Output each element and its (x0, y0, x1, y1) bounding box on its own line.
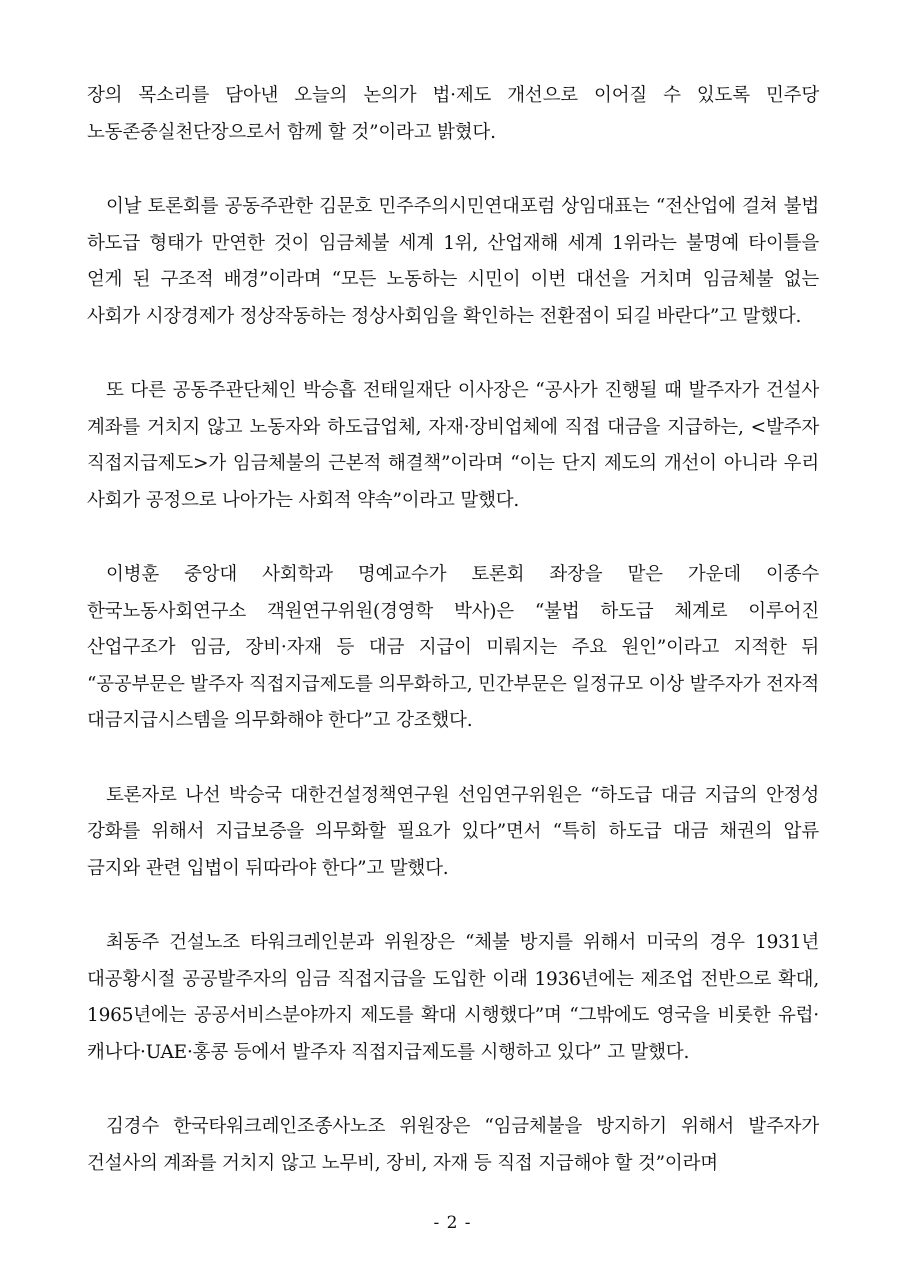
paragraph-2: 이날 토론회를 공동주관한 김문호 민주주의시민연대포럼 상임대표는 “전산업에 걸쳐 불법 하도급 형태가 만연한 것이 임금체불 세계 1위, 산업재해 세계 1위라는 불명예 타이틀을 얻게 된 구조적 배경”이라며 “모든 노동하는 시민이 이번 대선을 거치며 임금체불 없는 사회가 시장경제가 정상작동하는 정상사회임을 확인하는 전환점이 되길 바란다”고 말했다. (87, 196, 819, 327)
page-number: - 2 - (433, 1213, 472, 1233)
paragraph-7: 김경수 한국타워크레인조종사노조 위원장은 “임금체불을 방지하기 위해서 발주자가 건설사의 계좌를 거치지 않고 노무비, 장비, 자재 등 직접 지급해야 할 것”이라며 (87, 1116, 819, 1174)
paragraph-4: 이병훈 중앙대 사회학과 명예교수가 토론회 좌장을 맡은 가운데 이종수 한국노동사회연구소 객원연구위원(경영학 박사)은 “불법 하도급 체계로 이루어진 산업구조가 임금, 장비·자재 등 대금 지급이 미뤄지는 주요 원인”이라고 지적한 뒤 “공공부문은 발주자 직접지급제도를 의무화하고, 민간부문은 일정규모 이상 발주자가 전자적 대금지급시스템을 의무화해야 한다”고 강조했다. (87, 564, 819, 731)
paragraph-3: 또 다른 공동주관단체인 박승흡 전태일재단 이사장은 “공사가 진행될 때 발주자가 건설사 계좌를 거치지 않고 노동자와 하도급업체, 자재·장비업체에 직접 대금을 지급하는, <발주자 직접지급제도>가 임금체불의 근본적 해결책”이라며 “이는 단지 제도의 개선이 아니라 우리 사회가 공정으로 나아가는 사회적 약속”이라고 말했다. (87, 380, 819, 511)
document-body (87, 78, 819, 1220)
paragraph-1: 장의 목소리를 담아낸 오늘의 논의가 법·제도 개선으로 이어질 수 있도록 민주당 노동존중실천단장으로서 함께 할 것”이라고 밝혔다. (87, 85, 819, 143)
paragraph-5: 토론자로 나선 박승국 대한건설정책연구원 선임연구위원은 “하도급 대금 지급의 안정성 강화를 위해서 지급보증을 의무화할 필요가 있다”면서 “특히 하도급 대금 채권의 압류 금지와 관련 입법이 뒤따라야 한다”고 말했다. (87, 784, 819, 879)
paragraph-6: 최동주 건설노조 타워크레인분과 위원장은 “체불 방지를 위해서 미국의 경우 1931년 대공황시절 공공발주자의 임금 직접지급을 도입한 이래 1936년에는 제조업 전반으로 확대, 1965년에는 공공서비스분야까지 제도를 확대 시행했다”며 “그밖에도 영국을 비롯한 유럽·캐나다·UAE·홍콩 등에서 발주자 직접지급제도를 시행하고 있다” 고 말했다. (87, 932, 819, 1063)
